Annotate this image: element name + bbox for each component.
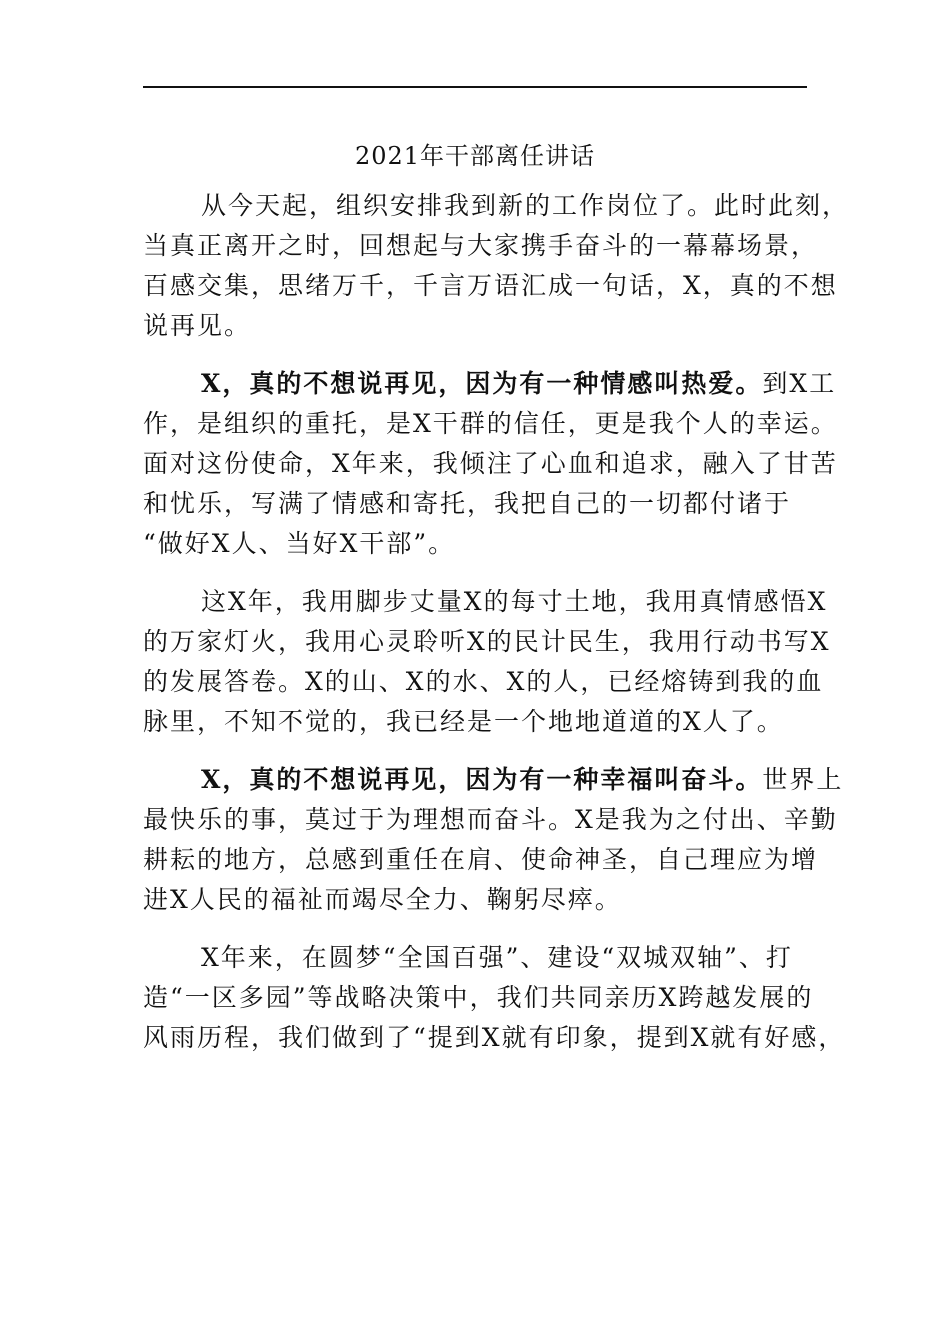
paragraph-5	[143, 938, 846, 1058]
paragraph-line: 从今天起，组织安排我到新的工作岗位了。此时此刻，	[201, 191, 850, 220]
paragraph-line: 面对这份使命，X年来，我倾注了心血和追求，融入了甘苦	[143, 449, 838, 478]
paragraph-heading: X，真的不想说再见，因为有一种幸福叫奋斗。	[201, 765, 763, 794]
document-body	[143, 186, 850, 1076]
paragraph-4	[143, 760, 844, 920]
paragraph-line: 的发展答卷。X的山、X的水、X的人，已经熔铸到我的血	[143, 667, 824, 696]
paragraph-line: 进X人民的福祉而竭尽全力、鞠躬尽瘁。	[143, 885, 622, 914]
paragraph-line: 风雨历程，我们做到了“提到X就有印象，提到X就有好感，	[143, 1023, 846, 1052]
paragraph-first-line	[143, 760, 844, 800]
paragraph-first-line	[143, 364, 837, 404]
paragraph-line: 当真正离开之时，回想起与大家携手奋斗的一幕幕场景，	[143, 231, 819, 260]
paragraph-heading-continuation: 世界上	[762, 765, 844, 794]
paragraph-line: 百感交集，思绪万千，千言万语汇成一句话，X，真的不想	[143, 271, 838, 300]
paragraph-2	[143, 364, 838, 564]
paragraph-line: 造“一区多园”等战略决策中，我们共同亲历X跨越发展的	[143, 983, 814, 1012]
paragraph-line: 说再见。	[143, 311, 252, 340]
paragraph-line: 耕耘的地方，总感到重任在肩、使命神圣，自己理应为增	[143, 845, 819, 874]
document-title: 2021年干部离任讲话	[354, 142, 596, 170]
paragraph-heading-continuation: 到X工	[762, 369, 837, 398]
paragraph-line: “做好X人、当好X干部”。	[143, 529, 456, 558]
paragraph-line: 的万家灯火，我用心灵聆听X的民计民生，我用行动书写X	[143, 627, 831, 656]
paragraph-line: 作，是组织的重托，是X干群的信任，更是我个人的幸运。	[143, 409, 838, 438]
paragraph-line: 这X年，我用脚步丈量X的每寸土地，我用真情感悟X	[201, 587, 828, 616]
paragraph-line: X年来，在圆梦“全国百强”、建设“双城双轴”、打	[201, 943, 793, 972]
paragraph-heading: X，真的不想说再见，因为有一种情感叫热爱。	[201, 369, 763, 398]
paragraph-line: 和忧乐，写满了情感和寄托，我把自己的一切都付诸于	[143, 489, 792, 518]
paragraph-line: 脉里，不知不觉的，我已经是一个地地道道的X人了。	[143, 707, 784, 736]
paragraph-3	[143, 582, 831, 742]
paragraph-1	[143, 186, 850, 346]
paragraph-line: 最快乐的事，莫过于为理想而奋斗。X是我为之付出、辛勤	[143, 805, 838, 834]
header-rule	[143, 86, 807, 88]
